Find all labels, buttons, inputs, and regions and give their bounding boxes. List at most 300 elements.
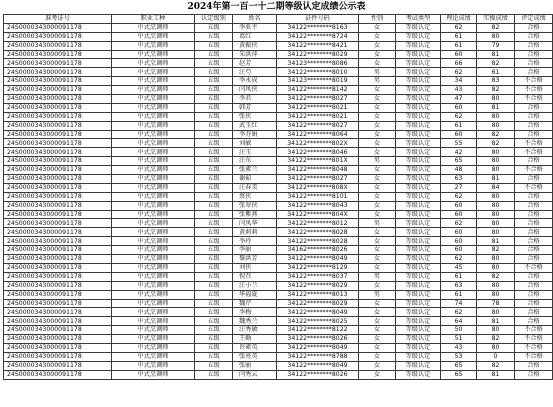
table-row (4, 68, 553, 77)
cell-gender: 女 (359, 246, 396, 255)
cell-name: 张侠 (233, 112, 277, 121)
cell-exam-type: 等级认定 (396, 335, 441, 344)
cell-name: 赵芳 (233, 59, 277, 68)
table-row (4, 192, 553, 201)
cell-id-number: 34122********8028 (277, 237, 359, 246)
cell-result: 合格 (515, 228, 553, 237)
cell-name: 刘侠 (233, 263, 277, 272)
cell-name: 张翠侠 (233, 201, 277, 210)
cell-exam-type: 等级认定 (396, 246, 441, 255)
cell-id-number: 34122********8043 (277, 201, 359, 210)
table-row (4, 299, 553, 308)
cell-exam-type: 等级认定 (396, 86, 441, 95)
cell-gender: 女 (359, 148, 396, 157)
cell-ticket-no: 24S0000343000091178 (4, 112, 112, 121)
cell-practical-score: 80 (477, 343, 515, 352)
cell-theory-score: 62 (441, 68, 477, 77)
cell-theory-score: 60 (441, 130, 477, 139)
cell-exam-type: 等级认定 (396, 166, 441, 175)
cell-ticket-no: 24S0000343000091178 (4, 210, 112, 219)
cell-theory-score: 48 (441, 166, 477, 175)
cell-name: 魏芹 (233, 299, 277, 308)
cell-id-number: 34122********8049 (277, 255, 359, 264)
cell-occupation: 中式烹调师 (112, 95, 195, 104)
cell-result: 合格 (515, 103, 553, 112)
cell-exam-type: 等级认定 (396, 183, 441, 192)
table-row (4, 255, 553, 264)
cell-result: 不合格 (515, 95, 553, 104)
cell-id-number: 34123********8019 (277, 77, 359, 86)
cell-gender: 女 (359, 183, 396, 192)
table-row (4, 166, 553, 175)
cell-ticket-no: 24S0000343000091178 (4, 290, 112, 299)
cell-ticket-no: 24S0000343000091178 (4, 192, 112, 201)
cell-id-number: 34122********8026 (277, 335, 359, 344)
cell-occupation: 中式烹调师 (112, 130, 195, 139)
column-header-practical-score: 实操成绩 (477, 15, 515, 24)
cell-gender: 女 (359, 361, 396, 370)
cell-id-number: 34122********8027 (277, 175, 359, 184)
table-row (4, 281, 553, 290)
cell-name: 黄振侠 (233, 41, 277, 50)
cell-id-number: 34122********8029 (277, 299, 359, 308)
cell-result: 合格 (515, 246, 553, 255)
cell-practical-score: 80 (477, 326, 515, 335)
cell-id-number: 34122********8049 (277, 361, 359, 370)
cell-name: 黄莉莉 (233, 228, 277, 237)
cell-theory-score: 65 (441, 157, 477, 166)
cell-id-number: 34122********8046 (277, 148, 359, 157)
cell-occupation: 中式烹调师 (112, 166, 195, 175)
cell-exam-type: 等级认定 (396, 130, 441, 139)
cell-result: 合格 (515, 272, 553, 281)
cell-name: 韩芳 (233, 103, 277, 112)
cell-occupation: 中式烹调师 (112, 228, 195, 237)
table-row (4, 41, 553, 50)
cell-gender: 男 (359, 77, 396, 86)
cell-ticket-no: 24S0000343000091178 (4, 219, 112, 228)
cell-ticket-no: 24S0000343000091178 (4, 41, 112, 50)
cell-name: 黎洪芳 (233, 255, 277, 264)
table-row (4, 95, 553, 104)
cell-id-number: 34122********8724 (277, 32, 359, 41)
cell-id-number: 34122********8064 (277, 130, 359, 139)
table-row (4, 308, 553, 317)
cell-theory-score: 60 (441, 201, 477, 210)
cell-gender: 女 (359, 228, 396, 237)
cell-theory-score: 55 (441, 139, 477, 148)
table-row (4, 157, 553, 166)
table-row (4, 59, 553, 68)
cell-occupation: 中式烹调师 (112, 103, 195, 112)
table-row (4, 23, 553, 32)
cell-exam-type: 等级认定 (396, 68, 441, 77)
cell-theory-score: 65 (441, 361, 477, 370)
cell-gender: 女 (359, 237, 396, 246)
cell-result: 合格 (515, 370, 553, 379)
cell-result: 不合格 (515, 263, 553, 272)
cell-gender: 女 (359, 299, 396, 308)
cell-id-number: 34122********8101 (277, 192, 359, 201)
cell-level: 五级 (195, 246, 233, 255)
cell-id-number: 34122********8037 (277, 272, 359, 281)
page-title: 2024年第一百一十二期等级认定成绩公示表 (187, 2, 366, 12)
cell-id-number: 34122********808X (277, 183, 359, 192)
cell-result: 不合格 (515, 86, 553, 95)
cell-exam-type: 等级认定 (396, 121, 441, 130)
cell-exam-type: 等级认定 (396, 192, 441, 201)
cell-exam-type: 等级认定 (396, 23, 441, 32)
cell-practical-score: 82 (477, 23, 515, 32)
cell-result: 合格 (515, 281, 553, 290)
cell-level: 五级 (195, 237, 233, 246)
cell-occupation: 中式烹调师 (112, 23, 195, 32)
table-body (4, 23, 553, 379)
cell-level: 五级 (195, 370, 233, 379)
cell-practical-score: 61 (477, 68, 515, 77)
cell-result: 合格 (515, 210, 553, 219)
cell-result: 不合格 (515, 148, 553, 157)
cell-exam-type: 等级认定 (396, 175, 441, 184)
cell-level: 五级 (195, 59, 233, 68)
table-row (4, 201, 553, 210)
cell-ticket-no: 24S0000343000091178 (4, 246, 112, 255)
cell-result: 不合格 (515, 183, 553, 192)
cell-gender: 女 (359, 192, 396, 201)
column-header-gender: 性别 (359, 15, 396, 24)
cell-occupation: 中式烹调师 (112, 50, 195, 59)
cell-theory-score: 60 (441, 228, 477, 237)
table-row (4, 361, 553, 370)
cell-exam-type: 等级认定 (396, 210, 441, 219)
cell-gender: 女 (359, 370, 396, 379)
cell-id-number: 34122********8013 (277, 290, 359, 299)
table-row (4, 290, 553, 299)
cell-practical-score: 80 (477, 192, 515, 201)
cell-theory-score: 60 (441, 246, 477, 255)
cell-result: 合格 (515, 299, 553, 308)
cell-id-number: 34122********8129 (277, 263, 359, 272)
cell-name: 许素英 (233, 343, 277, 352)
cell-name: 闫秀云 (233, 370, 277, 379)
cell-gender: 男 (359, 272, 396, 281)
cell-ticket-no: 24S0000343000091178 (4, 183, 112, 192)
table-row (4, 228, 553, 237)
cell-ticket-no: 24S0000343000091178 (4, 157, 112, 166)
cell-practical-score: 78 (477, 299, 515, 308)
cell-practical-score: 82 (477, 139, 515, 148)
cell-level: 五级 (195, 112, 233, 121)
cell-theory-score: 53 (441, 352, 477, 361)
cell-ticket-no: 24S0000343000091178 (4, 148, 112, 157)
cell-result: 合格 (515, 23, 553, 32)
cell-exam-type: 等级认定 (396, 343, 441, 352)
cell-theory-score: 42 (441, 148, 477, 157)
cell-practical-score: 81 (477, 317, 515, 326)
cell-practical-score: 80 (477, 308, 515, 317)
table-row (4, 77, 553, 86)
cell-name: 葛红 (233, 32, 277, 41)
cell-name: 李君 (233, 95, 277, 104)
cell-id-number: 34122********8049 (277, 308, 359, 317)
cell-ticket-no: 24S0000343000091178 (4, 166, 112, 175)
cell-occupation: 中式烹调师 (112, 246, 195, 255)
cell-level: 五级 (195, 50, 233, 59)
column-header-id-number: 证件号码 (277, 15, 359, 24)
cell-practical-score: 80 (477, 112, 515, 121)
cell-theory-score: 61 (441, 41, 477, 50)
cell-result: 不合格 (515, 166, 553, 175)
cell-practical-score: 80 (477, 281, 515, 290)
cell-practical-score: 82 (477, 246, 515, 255)
cell-occupation: 中式烹调师 (112, 121, 195, 130)
cell-result: 不合格 (515, 335, 553, 344)
cell-exam-type: 等级认定 (396, 352, 441, 361)
table-row (4, 370, 553, 379)
cell-exam-type: 等级认定 (396, 32, 441, 41)
cell-occupation: 中式烹调师 (112, 219, 195, 228)
cell-practical-score: 81 (477, 50, 515, 59)
cell-name: 王勤 (233, 335, 277, 344)
table-row (4, 210, 553, 219)
cell-ticket-no: 24S0000343000091178 (4, 32, 112, 41)
cell-exam-type: 等级认定 (396, 103, 441, 112)
cell-ticket-no: 24S000034300009117​8 (4, 23, 112, 32)
table-row (4, 246, 553, 255)
cell-result: 合格 (515, 237, 553, 246)
cell-practical-score: 80 (477, 255, 515, 264)
cell-occupation: 中式烹调师 (112, 308, 195, 317)
cell-level: 五级 (195, 41, 233, 50)
header-row (4, 15, 553, 24)
cell-level: 五级 (195, 77, 233, 86)
cell-name: 朱洪萍 (233, 50, 277, 59)
cell-level: 五级 (195, 121, 233, 130)
cell-ticket-no: 24S0000343000091178 (4, 59, 112, 68)
cell-exam-type: 等级认定 (396, 272, 441, 281)
cell-occupation: 中式烹调师 (112, 210, 195, 219)
cell-gender: 女 (359, 335, 396, 344)
cell-result: 合格 (515, 361, 553, 370)
cell-level: 五级 (195, 130, 233, 139)
cell-ticket-no: 24S0000343000091178 (4, 68, 112, 77)
cell-occupation: 中式烹调师 (112, 175, 195, 184)
cell-level: 五级 (195, 183, 233, 192)
cell-id-number: 34122********8029 (277, 50, 359, 59)
cell-gender: 女 (359, 139, 396, 148)
cell-practical-score: 82 (477, 59, 515, 68)
cell-exam-type: 等级认定 (396, 139, 441, 148)
cell-occupation: 中式烹调师 (112, 41, 195, 50)
cell-ticket-no: 24S0000343000091178 (4, 77, 112, 86)
cell-ticket-no: 24S0000343000091178 (4, 361, 112, 370)
cell-gender: 女 (359, 317, 396, 326)
cell-result: 合格 (515, 219, 553, 228)
cell-ticket-no: 24S0000343000091178 (4, 370, 112, 379)
cell-name: 张亮英 (233, 352, 277, 361)
cell-ticket-no: 24S0000343000091178 (4, 255, 112, 264)
cell-name: 张丽 (233, 361, 277, 370)
cell-occupation: 中式烹调师 (112, 352, 195, 361)
cell-occupation: 中式烹调师 (112, 139, 195, 148)
column-header-level: 认定级别 (195, 15, 233, 24)
cell-occupation: 中式烹调师 (112, 335, 195, 344)
cell-practical-score: 82 (477, 335, 515, 344)
cell-theory-score: 74 (441, 299, 477, 308)
cell-practical-score: 80 (477, 148, 515, 157)
cell-level: 五级 (195, 166, 233, 175)
cell-practical-score: 80 (477, 228, 515, 237)
cell-level: 五级 (195, 201, 233, 210)
cell-exam-type: 等级认定 (396, 59, 441, 68)
table-row (4, 237, 553, 246)
cell-name: 汪东 (233, 157, 277, 166)
cell-exam-type: 等级认定 (396, 255, 441, 264)
cell-gender: 女 (359, 263, 396, 272)
cell-result: 不合格 (515, 77, 553, 86)
table-row (4, 263, 553, 272)
cell-name: 华福夏 (233, 290, 277, 299)
cell-theory-score: 62 (441, 192, 477, 201)
cell-gender: 女 (359, 95, 396, 104)
table-row (4, 317, 553, 326)
cell-gender: 女 (359, 201, 396, 210)
cell-exam-type: 等级认定 (396, 370, 441, 379)
table-row (4, 139, 553, 148)
cell-ticket-no: 24S0000343000091178 (4, 121, 112, 130)
cell-id-number: 34122********8122 (277, 326, 359, 335)
table-row (4, 352, 553, 361)
cell-theory-score: 61 (441, 32, 477, 41)
cell-exam-type: 等级认定 (396, 308, 441, 317)
cell-result: 合格 (515, 112, 553, 121)
table-row (4, 326, 553, 335)
cell-occupation: 中式烹调师 (112, 237, 195, 246)
cell-gender: 女 (359, 32, 396, 41)
cell-gender: 女 (359, 121, 396, 130)
cell-exam-type: 等级认定 (396, 148, 441, 157)
cell-level: 五级 (195, 68, 233, 77)
cell-occupation: 中式烹调师 (112, 192, 195, 201)
cell-gender: 女 (359, 130, 396, 139)
cell-occupation: 中式烹调师 (112, 77, 195, 86)
table-row (4, 112, 553, 121)
cell-gender: 男 (359, 219, 396, 228)
cell-occupation: 中式烹调师 (112, 157, 195, 166)
cell-ticket-no: 24S0000343000091178 (4, 352, 112, 361)
cell-name: 谢茹 (233, 175, 277, 184)
cell-ticket-no: 24S0000343000091178 (4, 139, 112, 148)
cell-occupation: 中式烹调师 (112, 272, 195, 281)
cell-exam-type: 等级认定 (396, 77, 441, 86)
cell-ticket-no: 24S0000343000091178 (4, 86, 112, 95)
cell-level: 五级 (195, 255, 233, 264)
cell-id-number: 34122********8142 (277, 86, 359, 95)
cell-level: 五级 (195, 157, 233, 166)
cell-gender: 男 (359, 68, 396, 77)
cell-exam-type: 等级认定 (396, 361, 441, 370)
cell-result: 合格 (515, 308, 553, 317)
cell-name: 蔡侠 (233, 192, 277, 201)
cell-occupation: 中式烹调师 (112, 326, 195, 335)
cell-occupation: 中式烹调师 (112, 370, 195, 379)
cell-practical-score: 82 (477, 272, 515, 281)
cell-gender: 女 (359, 281, 396, 290)
column-header-exam-type: 考试类型 (396, 15, 441, 24)
cell-ticket-no: 24S0000343000091178 (4, 95, 112, 104)
cell-level: 五级 (195, 326, 233, 335)
cell-practical-score: 80 (477, 290, 515, 299)
cell-theory-score: 65 (441, 370, 477, 379)
cell-name: 李芬娟 (233, 130, 277, 139)
table-row (4, 50, 553, 59)
table-row (4, 183, 553, 192)
cell-practical-score: 81 (477, 237, 515, 246)
cell-name: 李永成 (233, 77, 277, 86)
cell-result: 合格 (515, 157, 553, 166)
cell-id-number: 34122********804X (277, 210, 359, 219)
cell-theory-score: 60 (441, 50, 477, 59)
cell-level: 五级 (195, 343, 233, 352)
cell-name: 倪召 (233, 272, 277, 281)
table-row (4, 272, 553, 281)
cell-theory-score: 27 (441, 183, 477, 192)
cell-id-number: 34122********8021 (277, 103, 359, 112)
cell-level: 五级 (195, 272, 233, 281)
cell-practical-score: 81 (477, 370, 515, 379)
cell-ticket-no: 24S0000343000091178 (4, 50, 112, 59)
cell-level: 五级 (195, 281, 233, 290)
cell-level: 五级 (195, 308, 233, 317)
cell-gender: 女 (359, 352, 396, 361)
cell-practical-score: 80 (477, 121, 515, 130)
cell-practical-score: 82 (477, 361, 515, 370)
cell-theory-score: 60 (441, 237, 477, 246)
cell-ticket-no: 24S0000343000091178 (4, 263, 112, 272)
cell-gender: 女 (359, 255, 396, 264)
cell-ticket-no: 24S0000343000091178 (4, 281, 112, 290)
cell-level: 五级 (195, 219, 233, 228)
column-header-theory-score: 理论成绩 (441, 15, 477, 24)
cell-name: 汪小兰 (233, 281, 277, 290)
table-row (4, 130, 553, 139)
cell-result: 合格 (515, 255, 553, 264)
cell-occupation: 中式烹调师 (112, 86, 195, 95)
cell-occupation: 中式烹调师 (112, 148, 195, 157)
cell-occupation: 中式烹调师 (112, 112, 195, 121)
cell-name: 汪芍 (233, 68, 277, 77)
cell-result: 合格 (515, 192, 553, 201)
cell-name: 闫凤侠 (233, 86, 277, 95)
cell-gender: 女 (359, 326, 396, 335)
cell-name: 李亚平 (233, 23, 277, 32)
cell-occupation: 中式烹调师 (112, 299, 195, 308)
cell-name: 武玉红 (233, 121, 277, 130)
cell-exam-type: 等级认定 (396, 157, 441, 166)
cell-name: 刘敏 (233, 139, 277, 148)
cell-theory-score: 62 (441, 255, 477, 264)
table-row (4, 121, 553, 130)
cell-theory-score: 62 (441, 112, 477, 121)
cell-level: 五级 (195, 263, 233, 272)
cell-id-number: 34122********8021 (277, 112, 359, 121)
cell-occupation: 中式烹调师 (112, 183, 195, 192)
cell-result: 合格 (515, 121, 553, 130)
cell-level: 五级 (195, 299, 233, 308)
table-row (4, 219, 553, 228)
cell-level: 五级 (195, 148, 233, 157)
cell-occupation: 中式烹调师 (112, 68, 195, 77)
